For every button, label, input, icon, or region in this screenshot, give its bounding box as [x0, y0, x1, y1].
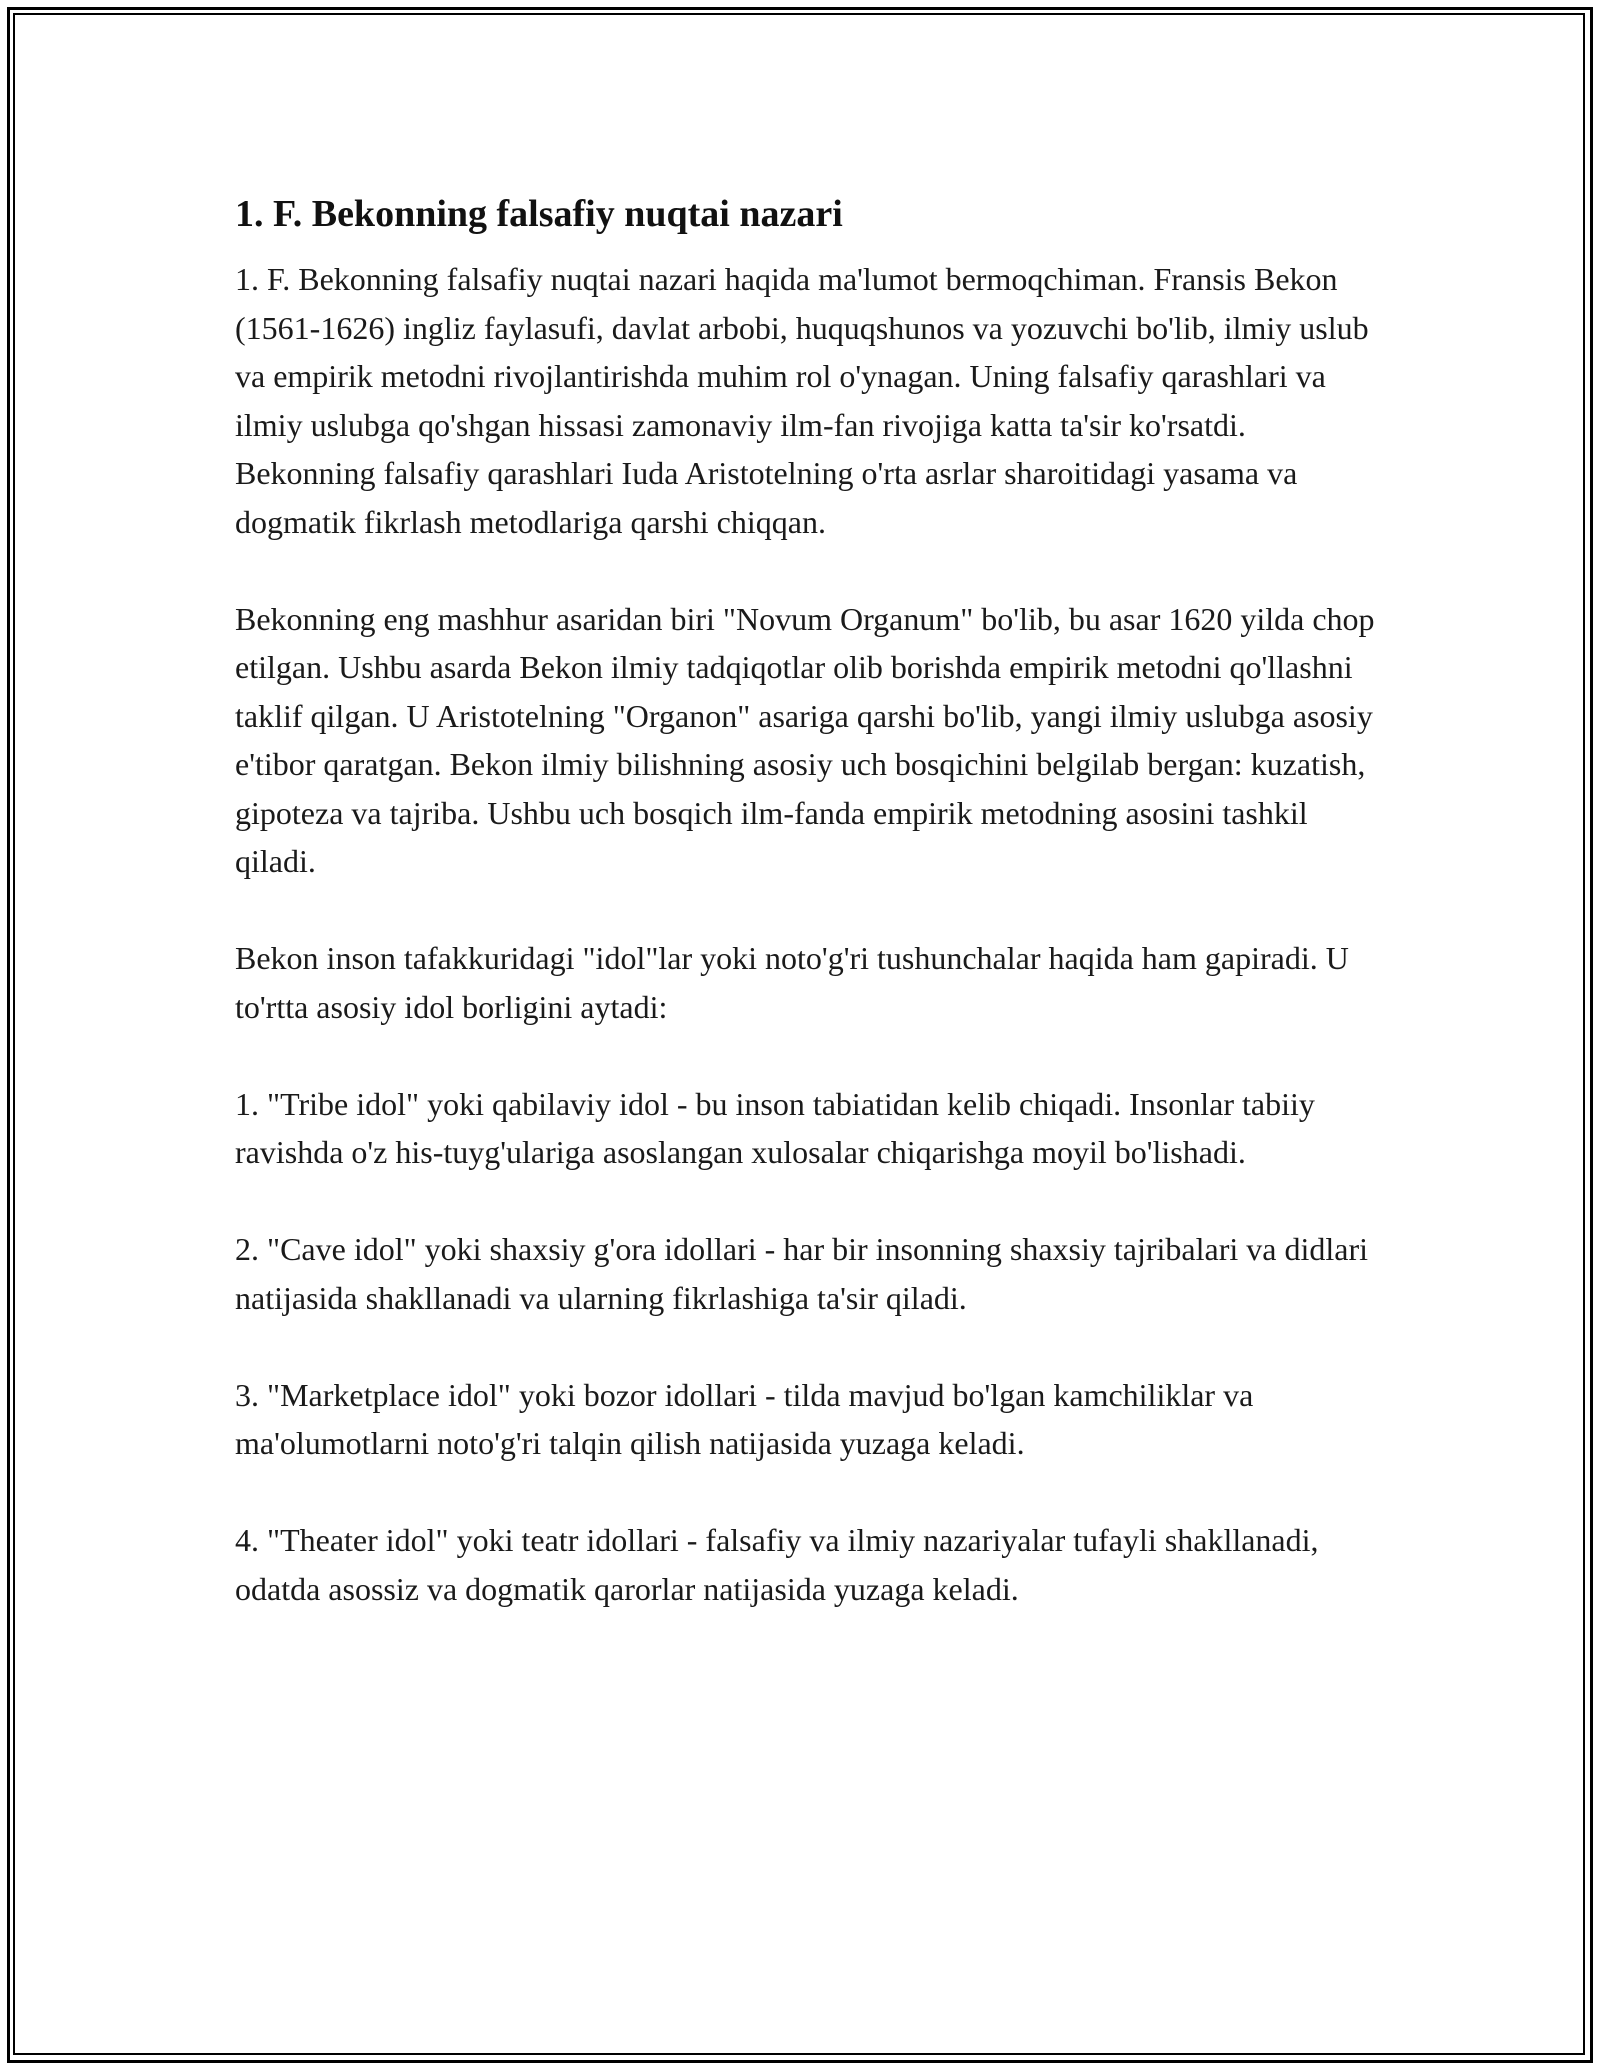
document-title: 1. F. Bekonning falsafiy nuqtai nazari — [235, 193, 843, 235]
list-item-theater-idol: 4. "Theater idol" yoki teatr idollari - falsafiy va ilmiy nazariyalar tufayli shakllanadi, odatda asossiz va dogmatik qarorlar natijasida yuzaga keladi. — [235, 1522, 1319, 1607]
list-item-tribe-idol: 1. "Tribe idol" yoki qabilaviy idol - bu inson tabiatidan kelib chiqadi. Insonlar tabiiy ravishda o'z his-tuyg'ulariga asoslangan xulosalar chiqarishga moyil bo'lishadi. — [235, 1085, 1315, 1170]
list-item-cave-idol: 2. "Cave idol" yoki shaxsiy g'ora idollari - har bir insonning shaxsiy tajribalari va didlari natijasida shakllanadi va ularning fikrlashiga ta'sir qiladi. — [235, 1231, 1368, 1316]
paragraph-intro: 1. F. Bekonning falsafiy nuqtai nazari haqida ma'lumot bermoqchiman. Fransis Bekon (1561-1626) ingliz faylasufi, davlat arbobi, huquqshunos va yozuvchi bo'lib, ilmiy uslub va empirik metodni rivojlantirishda muhim rol o'ynagan. Uning falsafiy qarashlari va ilmiy uslubga qo'shgan hissasi zamonaviy ilm-fan rivojiga katta ta'sir ko'rsatdi. Bekonning falsafiy qarashlari Iuda Aristotelning o'rta asrlar sharoitidagi yasama va dogmatik fikrlash metodlariga qarshi chiqqan. — [235, 261, 1369, 540]
paragraph-novum-organum: Bekonning eng mashhur asaridan biri "Novum Organum" bo'lib, bu asar 1620 yilda chop etilgan. Ushbu asarda Bekon ilmiy tadqiqotlar olib borishda empirik metodni qo'llashni taklif qilgan. U Aristotelning "Organon" asariga qarshi bo'lib, yangi ilmiy uslubga asosiy e'tibor qaratgan. Bekon ilmiy bilishning asosiy uch bosqichini belgilab bergan: kuzatish, gipoteza va tajriba. Ushbu uch bosqich ilm-fanda empirik metodning asosini tashkil qiladi. — [235, 600, 1375, 879]
paragraph-idols-intro: Bekon inson tafakkuridagi "idol"lar yoki noto'g'ri tushunchalar haqida ham gapiradi. U to'rtta asosiy idol borligini aytadi: — [235, 940, 1349, 1025]
list-item-marketplace-idol: 3. "Marketplace idol" yoki bozor idollari - tilda mavjud bo'lgan kamchiliklar va ma'olumotlarni noto'g'ri talqin qilish natijasida yuzaga keladi. — [235, 1376, 1254, 1461]
document-body — [235, 185, 1375, 1662]
